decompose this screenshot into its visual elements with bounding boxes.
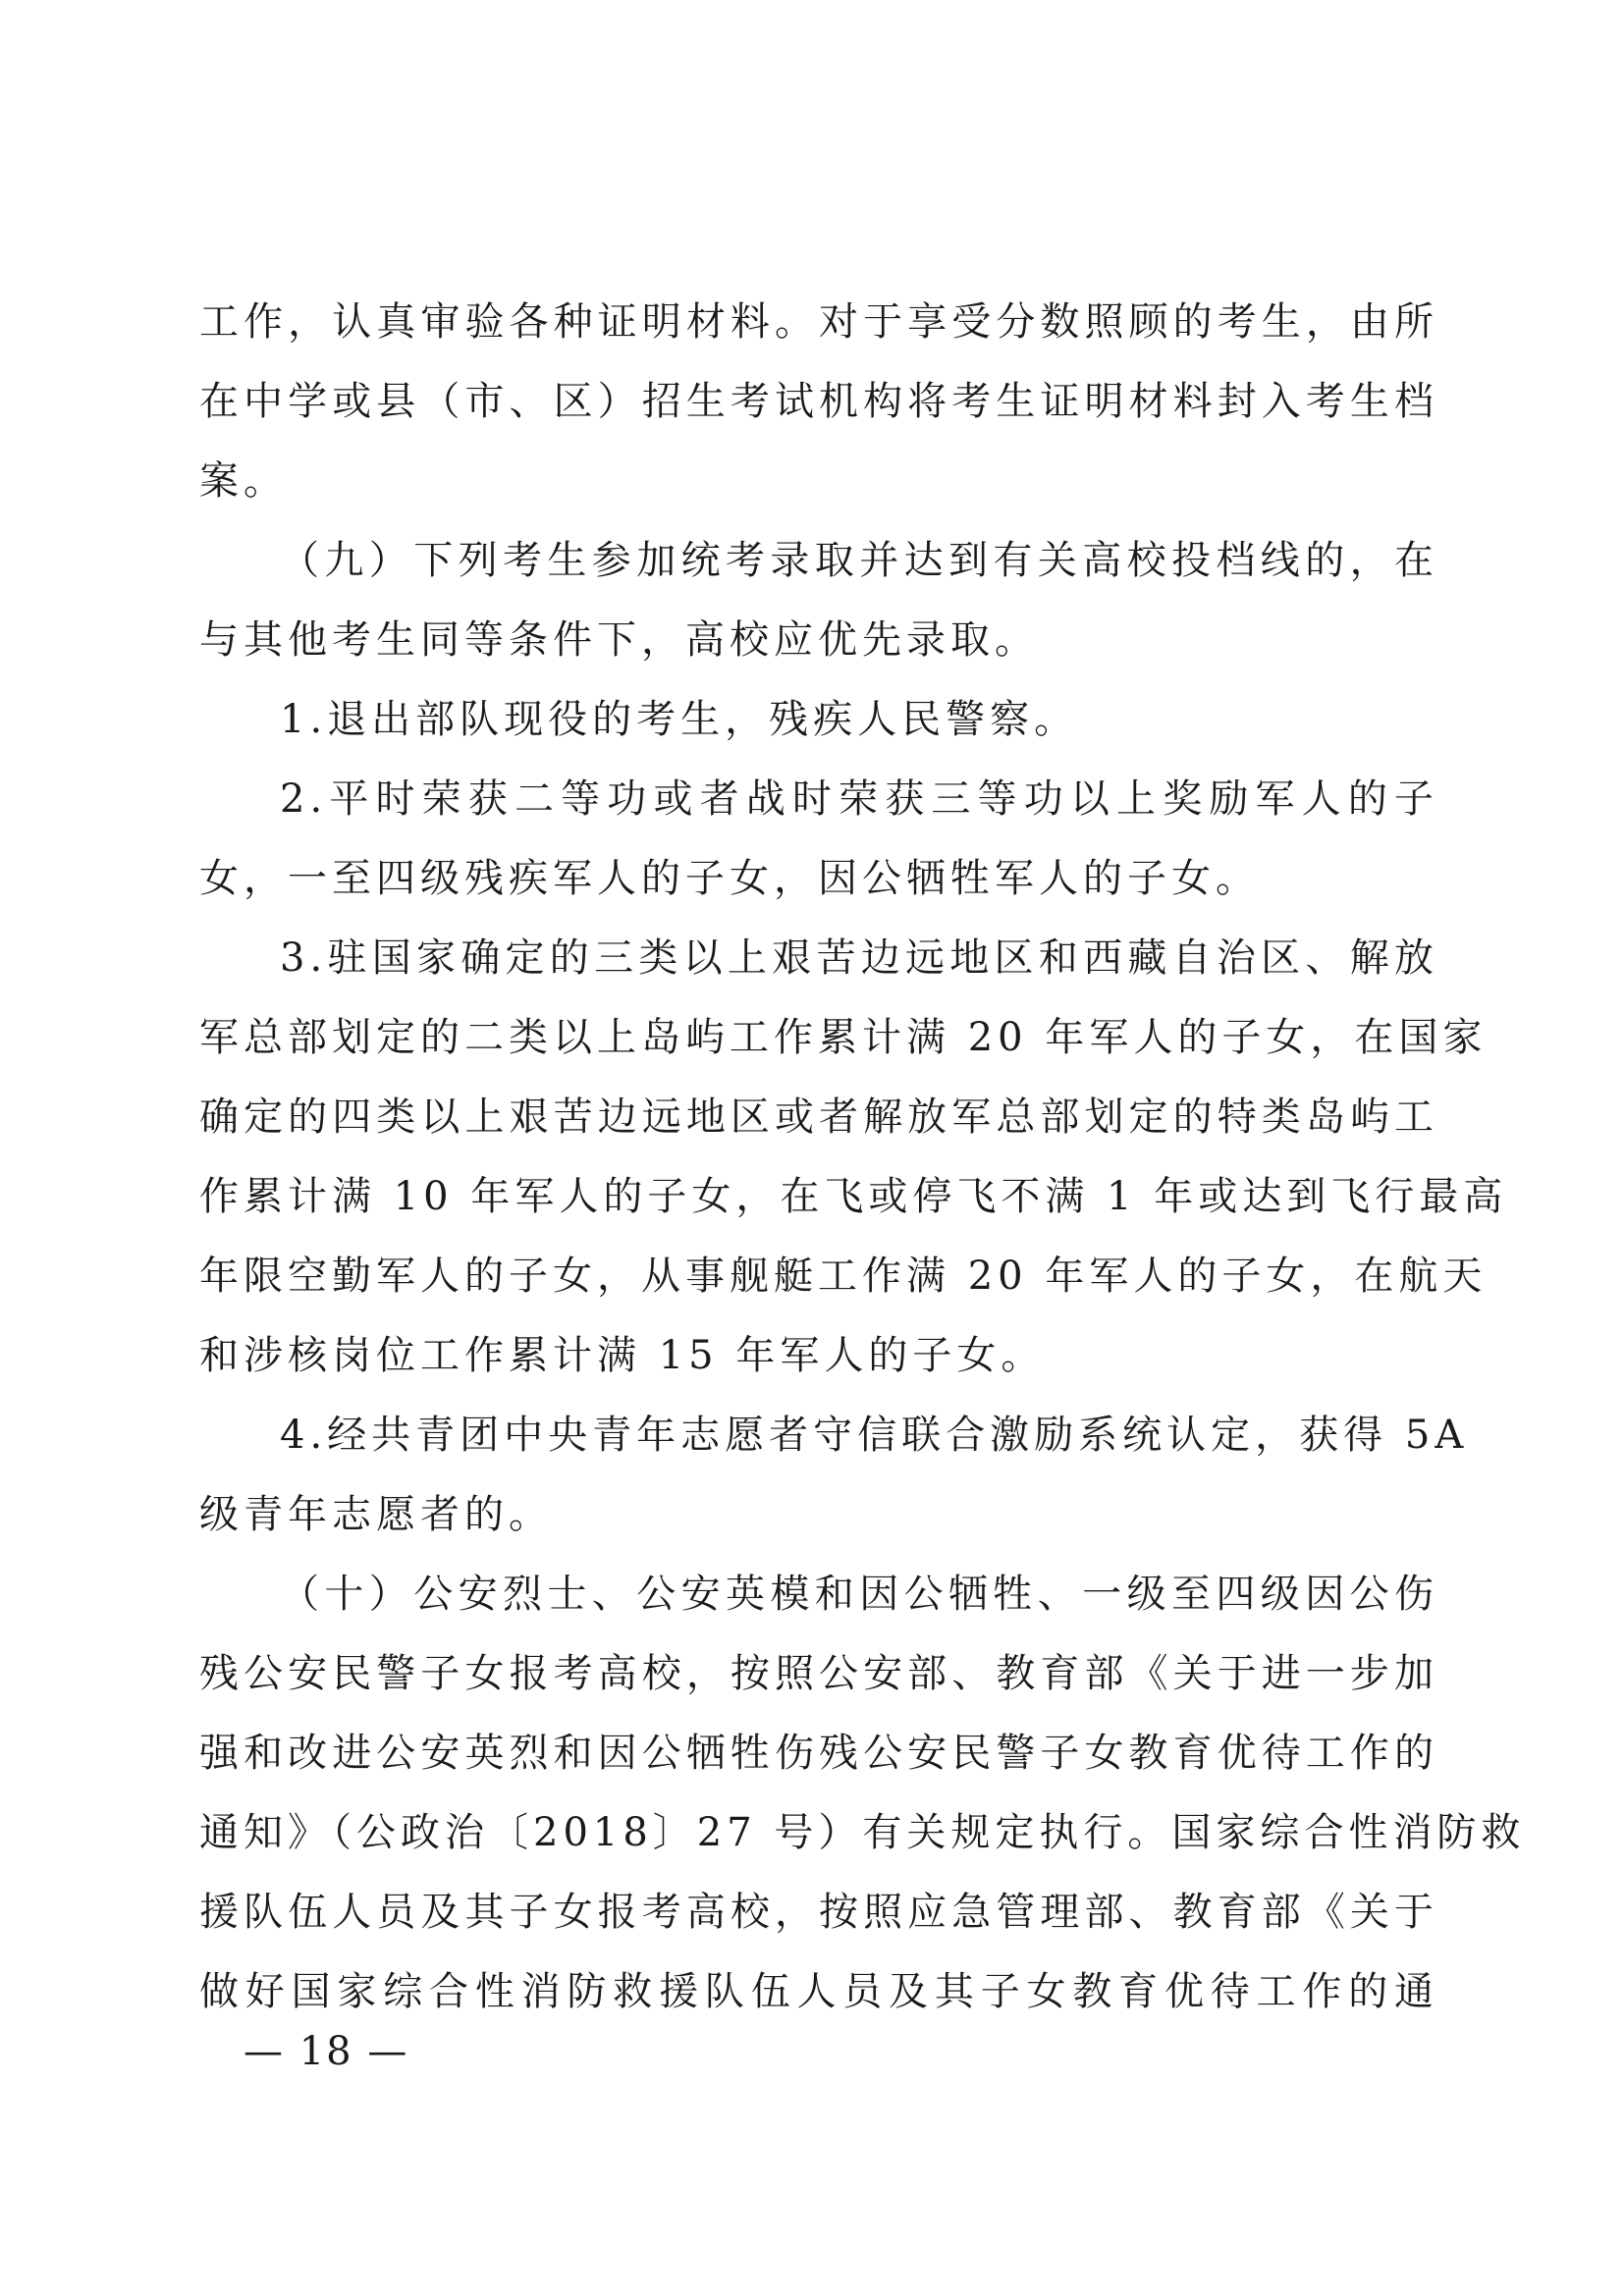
- text-line: 年限空勤军人的子女，从事舰艇工作满 20 年军人的子女，在航天: [199, 1254, 1488, 1299]
- text-line: 1.退出部队现役的考生，残疾人民警察。: [280, 697, 1079, 742]
- page-number: — 18 —: [244, 2029, 409, 2074]
- text-line: 4.经共青团中央青年志愿者守信联合激励系统认定，获得 5A: [280, 1413, 1469, 1458]
- text-line: 和涉核岗位工作累计满 15 年军人的子女。: [199, 1333, 1046, 1378]
- text-line: 工作，认真审验各种证明材料。对于享受分数照顾的考生，由所: [199, 299, 1438, 345]
- text-line: 强和改进公安英烈和因公牺牲伤残公安民警子女教育优待工作的: [199, 1731, 1438, 1776]
- text-line: 援队伍人员及其子女报考高校，按照应急管理部、教育部《关于: [199, 1890, 1438, 1935]
- text-line: 在中学或县（市、区）招生考试机构将考生证明材料封入考生档: [199, 379, 1438, 424]
- text-line: 残公安民警子女报考高校，按照公安部、教育部《关于进一步加: [199, 1651, 1438, 1696]
- text-line: 级青年志愿者的。: [199, 1492, 553, 1537]
- text-line: 2.平时荣获二等功或者战时荣获三等功以上奖励军人的子: [280, 776, 1438, 822]
- text-line: 军总部划定的二类以上岛屿工作累计满 20 年军人的子女，在国家: [199, 1015, 1488, 1060]
- document-body: [199, 283, 1526, 2032]
- text-line: 确定的四类以上艰苦边远地区或者解放军总部划定的特类岛屿工: [199, 1095, 1438, 1140]
- text-line: 与其他考生同等条件下，高校应优先录取。: [199, 617, 1039, 663]
- text-line: 通知》（公政治〔2018〕27 号）有关规定执行。国家综合性消防救: [199, 1810, 1526, 1855]
- text-line: 作累计满 10 年军人的子女，在飞或停飞不满 1 年或达到飞行最高: [199, 1174, 1508, 1219]
- text-line: 案。: [199, 458, 288, 504]
- text-line: （十）公安烈士、公安英模和因公牺牲、一级至四级因公伤: [280, 1572, 1438, 1617]
- text-line: 女，一至四级残疾军人的子女，因公牺牲军人的子女。: [199, 856, 1260, 901]
- text-line: 做好国家综合性消防救援队伍人员及其子女教育优待工作的通: [199, 1969, 1438, 2014]
- text-line: （九）下列考生参加统考录取并达到有关高校投档线的，在: [280, 538, 1438, 583]
- text-line: 3.驻国家确定的三类以上艰苦边远地区和西藏自治区、解放: [280, 935, 1438, 981]
